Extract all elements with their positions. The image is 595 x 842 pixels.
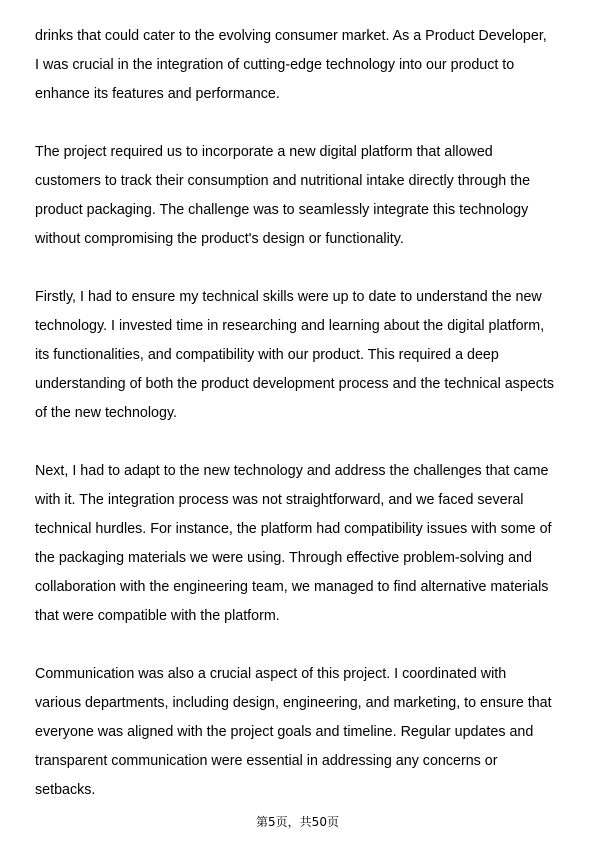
paragraph	[35, 138, 565, 254]
body-text	[35, 22, 565, 834]
text-line: technical hurdles. For instance, the platform had compatibility issues with some of	[35, 521, 552, 537]
text-line: technology. I invested time in researching and learning about the digital platform,	[35, 318, 545, 334]
text-line: everyone was aligned with the project goals and timeline. Regular updates and	[35, 724, 534, 740]
paragraph	[35, 660, 565, 805]
page-number-footer: 第5页，共50页	[256, 815, 339, 829]
text-line: transparent communication were essential in addressing any concerns or	[35, 753, 498, 769]
text-line: with it. The integration process was not straightforward, and we faced several	[35, 492, 524, 508]
text-line: the packaging materials we were using. Through effective problem-solving and	[35, 550, 532, 566]
text-line: product packaging. The challenge was to seamlessly integrate this technology	[35, 202, 529, 218]
text-line: its functionalities, and compatibility with our product. This required a deep	[35, 347, 499, 363]
paragraph	[35, 22, 565, 109]
text-line: Firstly, I had to ensure my technical skills were up to date to understand the new	[35, 289, 542, 305]
text-line: without compromising the product's design or functionality.	[35, 231, 404, 247]
text-line: customers to track their consumption and nutritional intake directly through the	[35, 173, 531, 189]
text-line: collaboration with the engineering team, we managed to find alternative materials	[35, 579, 549, 595]
text-line: Communication was also a crucial aspect of this project. I coordinated with	[35, 666, 507, 682]
text-line: of the new technology.	[35, 405, 178, 421]
text-line: setbacks.	[35, 782, 96, 798]
text-line: I was crucial in the integration of cutting-edge technology into our product to	[35, 57, 515, 73]
paragraph	[35, 457, 565, 631]
text-line: various departments, including design, engineering, and marketing, to ensure that	[35, 695, 552, 711]
paragraph	[35, 283, 565, 428]
text-line: drinks that could cater to the evolving consumer market. As a Product Developer,	[35, 28, 547, 44]
text-line: understanding of both the product development process and the technical aspects	[35, 376, 555, 392]
text-line: that were compatible with the platform.	[35, 608, 280, 624]
text-line: Next, I had to adapt to the new technology and address the challenges that came	[35, 463, 549, 479]
text-line: The project required us to incorporate a new digital platform that allowed	[35, 144, 493, 160]
text-line: enhance its features and performance.	[35, 86, 280, 102]
